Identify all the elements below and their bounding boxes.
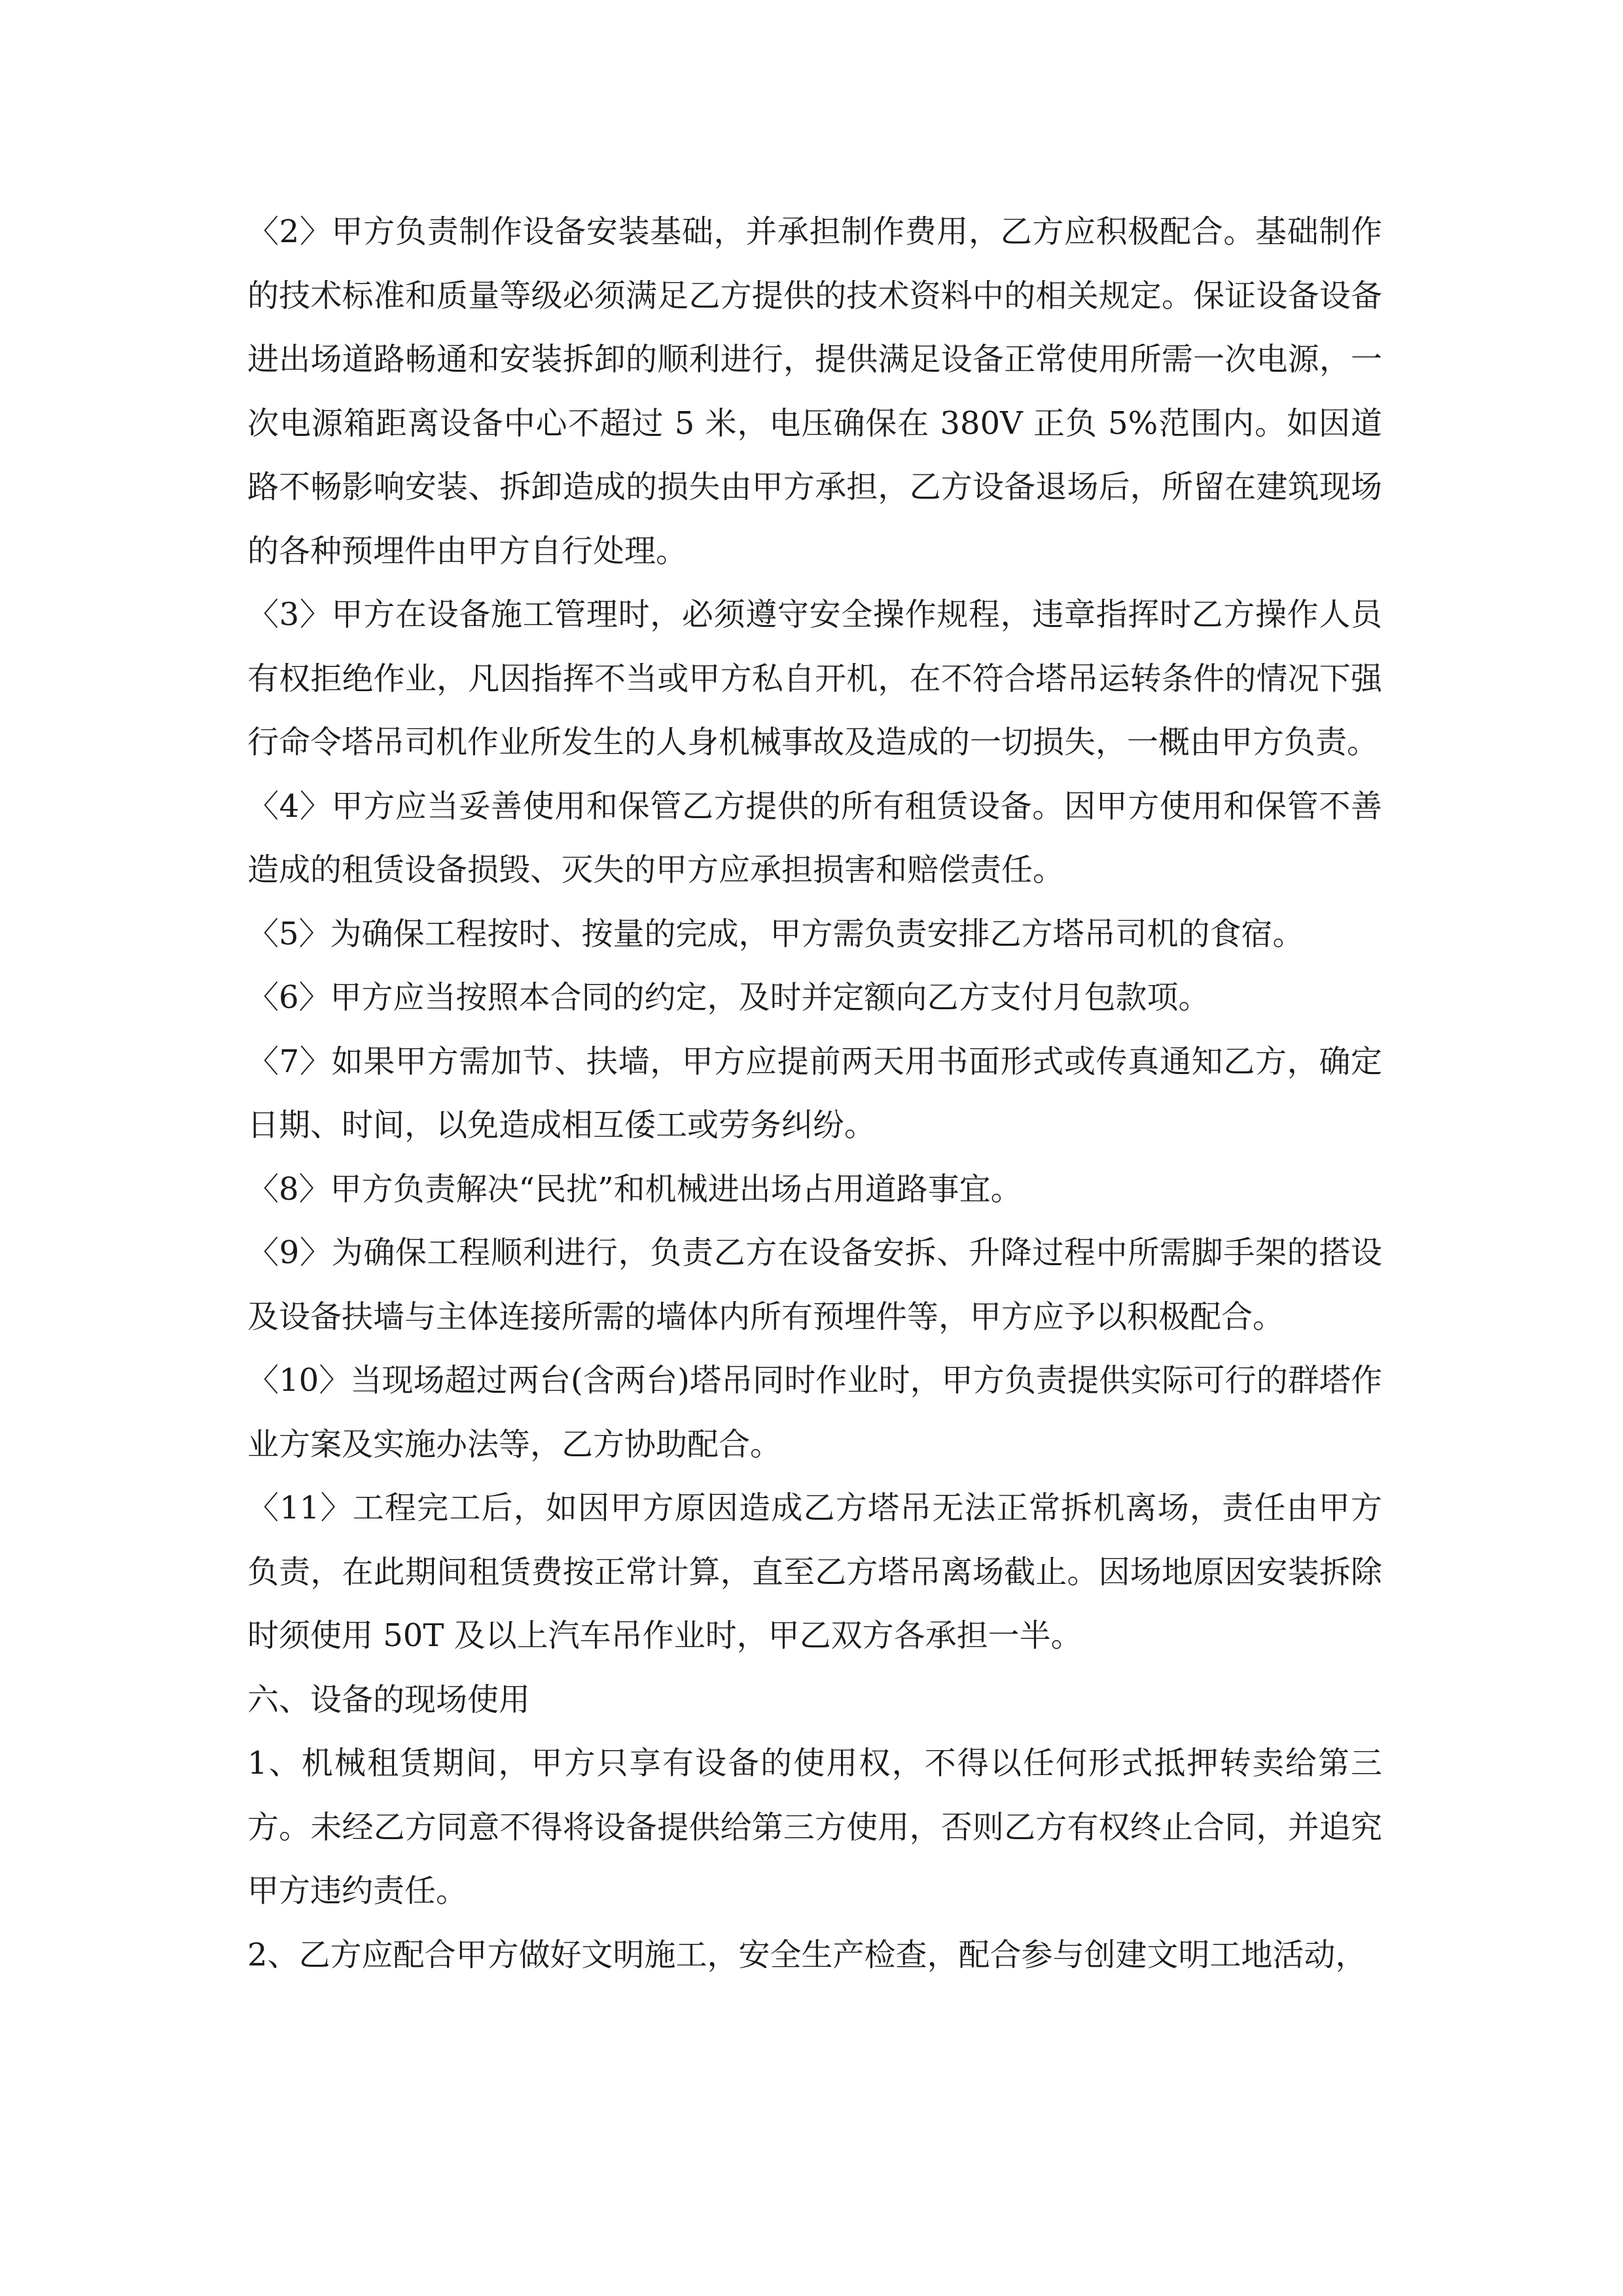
section-6-item-1: 1、机械租赁期间，甲方只享有设备的使用权，不得以任何形式抵押转卖给第三方。未经乙方同意不得将设备提供给第三方使用，否则乙方有权终止合同，并追究甲方违约责任。 xyxy=(247,1745,1382,1909)
section-6-item-2: 2、乙方应配合甲方做好文明施工，安全生产检查，配合参与创建文明工地活动， xyxy=(247,1936,1367,1973)
clause-7-paragraph: 〈7〉如果甲方需加节、扶墙，甲方应提前两天用书面形式或传真通知乙方，确定日期、时间，以免造成相互倭工或劳务纠纷。 xyxy=(247,1043,1382,1143)
clause-10-paragraph: 〈10〉当现场超过两台(含两台)塔吊同时作业时，甲方负责提供实际可行的群塔作业方案及实施办法等，乙方协助配合。 xyxy=(247,1362,1382,1463)
clause-8-paragraph: 〈8〉甲方负责解决“民扰”和机械进出场占用道路事宜。 xyxy=(247,1170,1022,1208)
clause-11-paragraph: 〈11〉工程完工后，如因甲方原因造成乙方塔吊无法正常拆机离场，责任由甲方负责，在此期间租赁费按正常计算，直至乙方塔吊离场截止。因场地原因安装拆除时须使用 50T 及以上汽车吊作业时，甲乙双方各承担一半。 xyxy=(247,1490,1382,1654)
clause-4-paragraph: 〈4〉甲方应当妥善使用和保管乙方提供的所有租赁设备。因甲方使用和保管不善造成的租赁设备损毁、灭失的甲方应承担损害和赔偿责任。 xyxy=(247,787,1382,888)
clause-2-paragraph: 〈2〉甲方负责制作设备安装基础，并承担制作费用，乙方应积极配合。基础制作的技术标准和质量等级必须满足乙方提供的技术资料中的相关规定。保证设备设备进出场道路畅通和安装拆卸的顺利进行，提供满足设备正常使用所需一次电源，一次电源箱距离设备中心不超过 5 米，电压确保在 380V 正负 5%范围内。如因道路不畅影响安装、拆卸造成的损失由甲方承担，乙方设备退场后，所留在建筑现场的各种预埋件由甲方自行处理。 xyxy=(247,213,1382,569)
clause-5-paragraph: 〈5〉为确保工程按时、按量的完成，甲方需负责安排乙方塔吊司机的食宿。 xyxy=(247,915,1304,952)
clause-6-paragraph: 〈6〉甲方应当按照本合同的约定，及时并定额向乙方支付月包款项。 xyxy=(247,979,1210,1016)
clause-3-paragraph: 〈3〉甲方在设备施工管理时，必须遵守安全操作规程，违章指挥时乙方操作人员有权拒绝作业，凡因指挥不当或甲方私自开机，在不符合塔吊运转条件的情况下强行命令塔吊司机作业所发生的人身机械事故及造成的一切损失，一概由甲方负责。 xyxy=(247,596,1382,761)
clause-9-paragraph: 〈9〉为确保工程顺利进行，负责乙方在设备安拆、升降过程中所需脚手架的搭设及设备扶墙与主体连接所需的墙体内所有预埋件等，甲方应予以积极配合。 xyxy=(247,1234,1382,1335)
section-6-heading: 六、设备的现场使用 xyxy=(247,1681,531,1718)
document-body xyxy=(247,200,1382,1987)
